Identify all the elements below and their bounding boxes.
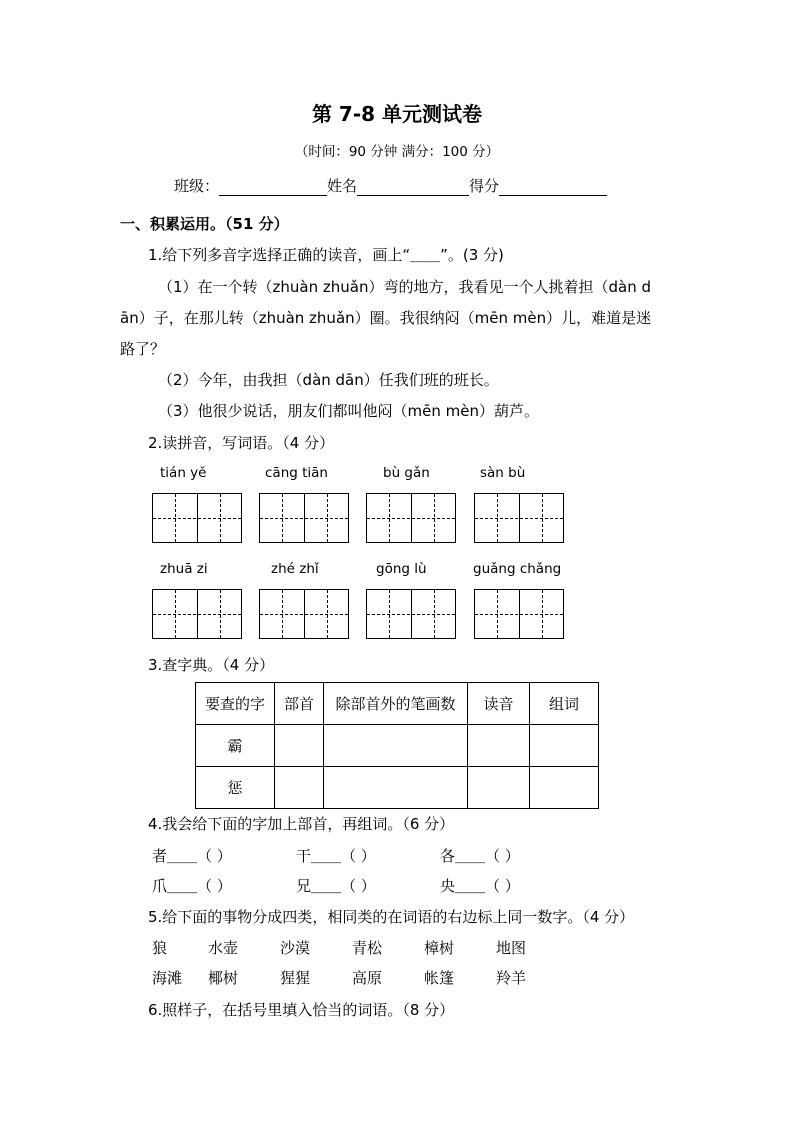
- word-item: 樟树: [424, 939, 455, 957]
- info-line: [174, 175, 607, 196]
- radical-item: 兄＿＿（ ）: [296, 877, 376, 895]
- word-item: 羚羊: [496, 969, 527, 987]
- class-blank[interactable]: [219, 179, 327, 196]
- word-item: 狼: [152, 939, 168, 957]
- q5-prompt: 5.给下面的事物分成四类，相同类的在词语的右边标上同一数字。（4 分）: [148, 908, 635, 926]
- q1-line: 路了？: [120, 340, 166, 358]
- q1-prompt: 1.给下列多音字选择正确的读音，画上“＿＿”。(3 分): [148, 246, 504, 264]
- writing-grid[interactable]: [366, 493, 456, 543]
- pinyin-label: zhé zhǐ: [271, 561, 319, 577]
- q1-line: （2）今年，由我担（dàn dān）任我们班的班长。: [158, 371, 499, 389]
- score-blank[interactable]: [499, 179, 607, 196]
- answer-cell[interactable]: [530, 725, 599, 767]
- writing-grid[interactable]: [152, 589, 242, 639]
- word-item: 海滩: [152, 969, 183, 987]
- q1-line: （1）在一个转（zhuàn zhuǎn）弯的地方，我看见一个人挑着担（dàn d: [158, 278, 651, 296]
- q1-line: （3）他很少说话，朋友们都叫他闷（mēn mèn）葫芦。: [158, 402, 540, 420]
- word-item: 高原: [352, 969, 383, 987]
- dictionary-table: [195, 682, 599, 809]
- table-header-row: [196, 683, 599, 725]
- word-item: 猩猩: [280, 969, 311, 987]
- radical-item: 者＿＿（ ）: [152, 847, 232, 865]
- writing-grid[interactable]: [259, 493, 349, 543]
- writing-grid[interactable]: [474, 589, 564, 639]
- writing-grid[interactable]: [152, 493, 242, 543]
- q1-line: ān）子，在那儿转（zhuàn zhuǎn）圈。我很纳闷（mēn mèn）儿，难道是迷: [120, 309, 652, 327]
- q2-prompt: 2.读拼音，写词语。（4 分）: [148, 434, 335, 452]
- radical-item: 央＿＿（ ）: [440, 877, 520, 895]
- writing-grid[interactable]: [259, 589, 349, 639]
- class-label: 班级：: [174, 177, 220, 195]
- word-item: 沙漠: [280, 939, 311, 957]
- table-header: 读音: [468, 683, 530, 725]
- table-header: 部首: [275, 683, 324, 725]
- q3-prompt: 3.查字典。（4 分）: [148, 656, 275, 674]
- q6-prompt: 6.照样子，在括号里填入恰当的词语。（8 分）: [148, 1001, 455, 1019]
- page-title: 第 7-8 单元测试卷: [311, 102, 483, 126]
- exam-info: （时间：90 分钟 满分：100 分）: [294, 144, 500, 160]
- word-item: 青松: [352, 939, 383, 957]
- answer-cell[interactable]: [324, 767, 468, 809]
- table-row: [196, 725, 599, 767]
- pinyin-label: guǎng chǎng: [473, 561, 562, 577]
- table-header: 除部首外的笔画数: [324, 683, 468, 725]
- writing-grid[interactable]: [474, 493, 564, 543]
- pinyin-label: gōng lù: [376, 561, 427, 577]
- answer-cell[interactable]: [275, 767, 324, 809]
- name-blank[interactable]: [357, 179, 469, 196]
- name-label: 姓名: [327, 177, 358, 195]
- word-item: 地图: [496, 939, 527, 957]
- writing-grid[interactable]: [366, 589, 456, 639]
- table-header: 组词: [530, 683, 599, 725]
- score-label: 得分: [469, 177, 500, 195]
- radical-item: 干＿＿（ ）: [296, 847, 376, 865]
- radical-item: 爪＿＿（ ）: [152, 877, 232, 895]
- answer-cell[interactable]: [530, 767, 599, 809]
- q4-prompt: 4.我会给下面的字加上部首，再组词。（6 分）: [148, 815, 455, 833]
- table-header: 要查的字: [196, 683, 275, 725]
- word-item: 水壶: [208, 939, 239, 957]
- answer-cell[interactable]: [468, 767, 530, 809]
- answer-cell[interactable]: [468, 725, 530, 767]
- radical-item: 各＿＿（ ）: [440, 847, 520, 865]
- lookup-char: 惩: [196, 767, 275, 809]
- pinyin-label: zhuā zi: [160, 561, 208, 577]
- table-row: [196, 767, 599, 809]
- pinyin-label: bù gǎn: [383, 465, 430, 481]
- pinyin-label: tián yě: [160, 465, 207, 481]
- lookup-char: 霸: [196, 725, 275, 767]
- word-item: 帐篷: [424, 969, 455, 987]
- pinyin-label: sàn bù: [480, 465, 526, 481]
- answer-cell[interactable]: [275, 725, 324, 767]
- answer-cell[interactable]: [324, 725, 468, 767]
- word-item: 椰树: [208, 969, 239, 987]
- section-heading: 一、积累运用。（51 分）: [120, 215, 289, 233]
- pinyin-label: cāng tiān: [265, 465, 328, 481]
